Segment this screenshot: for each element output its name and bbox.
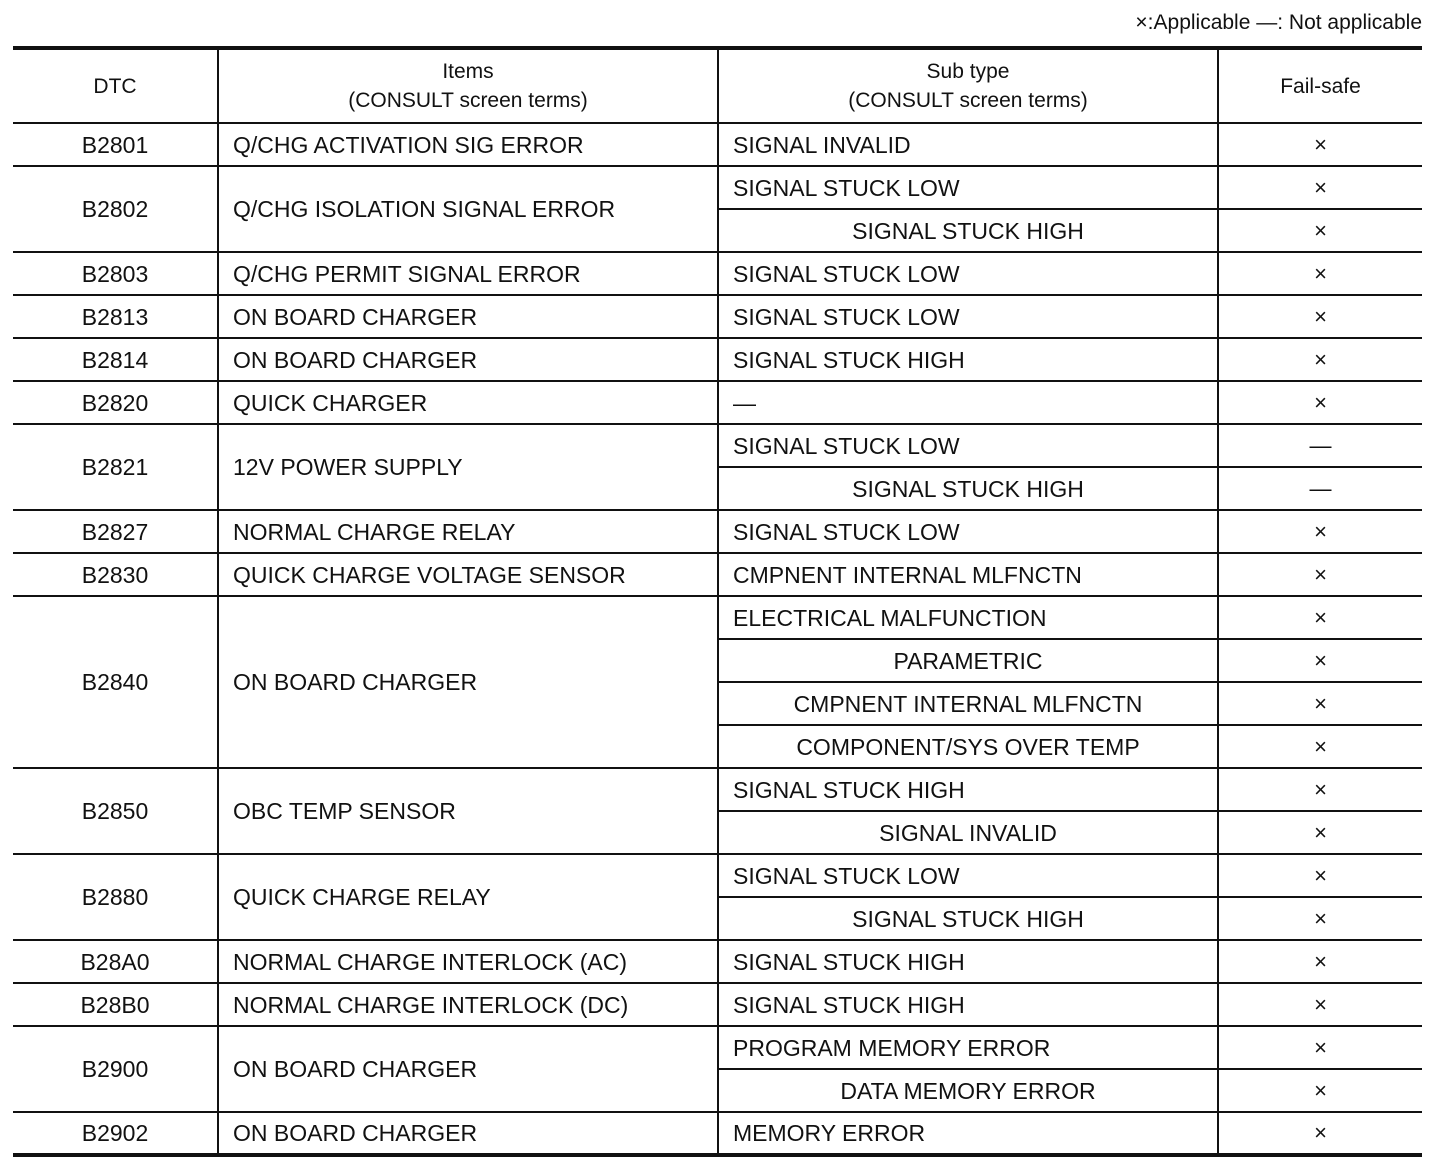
header-row: [13, 48, 1422, 123]
dtc-code-cell: B2900: [13, 1026, 218, 1112]
item-cell: QUICK CHARGE RELAY: [218, 854, 718, 940]
table-row: [13, 983, 1422, 1026]
sub-type-cell: SIGNAL STUCK HIGH: [718, 467, 1218, 510]
sub-type-cell: SIGNAL STUCK HIGH: [718, 940, 1218, 983]
dtc-code-cell: B2820: [13, 381, 218, 424]
table-row: [13, 1112, 1422, 1155]
table-row: [13, 854, 1422, 897]
fail-safe-cell: ×: [1218, 639, 1422, 682]
dtc-code-cell: B28B0: [13, 983, 218, 1026]
header-items-title: Items: [442, 60, 494, 83]
fail-safe-cell: —: [1218, 467, 1422, 510]
dtc-code-cell: B2814: [13, 338, 218, 381]
table-row: [13, 338, 1422, 381]
item-cell: ON BOARD CHARGER: [218, 1026, 718, 1112]
item-cell: Q/CHG ACTIVATION SIG ERROR: [218, 123, 718, 166]
table-body: [13, 123, 1422, 1155]
table-row: [13, 510, 1422, 553]
fail-safe-cell: ×: [1218, 381, 1422, 424]
fail-safe-cell: ×: [1218, 1069, 1422, 1112]
item-cell: NORMAL CHARGE INTERLOCK (DC): [218, 983, 718, 1026]
table-header: [13, 48, 1422, 123]
header-dtc: DTC: [13, 48, 218, 123]
dtc-code-cell: B2840: [13, 596, 218, 768]
fail-safe-cell: ×: [1218, 166, 1422, 209]
item-cell: 12V POWER SUPPLY: [218, 424, 718, 510]
header-items: [218, 48, 718, 123]
header-sub-type-title: Sub type: [926, 60, 1010, 83]
sub-type-cell: SIGNAL INVALID: [718, 811, 1218, 854]
sub-type-cell: SIGNAL STUCK HIGH: [718, 768, 1218, 811]
table-row: [13, 295, 1422, 338]
sub-type-cell: SIGNAL STUCK LOW: [718, 424, 1218, 467]
dtc-code-cell: B2827: [13, 510, 218, 553]
dtc-code-cell: B2813: [13, 295, 218, 338]
sub-type-cell: MEMORY ERROR: [718, 1112, 1218, 1155]
fail-safe-cell: ×: [1218, 1026, 1422, 1069]
sub-type-cell: SIGNAL STUCK LOW: [718, 166, 1218, 209]
table-row: [13, 940, 1422, 983]
sub-type-cell: COMPONENT/SYS OVER TEMP: [718, 725, 1218, 768]
sub-type-cell: —: [718, 381, 1218, 424]
sub-type-cell: PARAMETRIC: [718, 639, 1218, 682]
item-cell: NORMAL CHARGE RELAY: [218, 510, 718, 553]
sub-type-cell: SIGNAL STUCK HIGH: [718, 338, 1218, 381]
sub-type-cell: SIGNAL STUCK HIGH: [718, 209, 1218, 252]
item-cell: QUICK CHARGE VOLTAGE SENSOR: [218, 553, 718, 596]
table-row: [13, 123, 1422, 166]
fail-safe-cell: ×: [1218, 854, 1422, 897]
table-row: [13, 166, 1422, 209]
dtc-code-cell: B2821: [13, 424, 218, 510]
fail-safe-cell: ×: [1218, 596, 1422, 639]
applicability-legend: ×:Applicable —: Not applicable: [1135, 11, 1422, 34]
fail-safe-cell: —: [1218, 424, 1422, 467]
sub-type-cell: SIGNAL STUCK LOW: [718, 252, 1218, 295]
sub-type-cell: SIGNAL STUCK HIGH: [718, 897, 1218, 940]
sub-type-cell: SIGNAL STUCK LOW: [718, 295, 1218, 338]
sub-type-cell: DATA MEMORY ERROR: [718, 1069, 1218, 1112]
fail-safe-cell: ×: [1218, 768, 1422, 811]
fail-safe-cell: ×: [1218, 940, 1422, 983]
header-sub-type-subtitle: (CONSULT screen terms): [848, 89, 1088, 112]
item-cell: OBC TEMP SENSOR: [218, 768, 718, 854]
fail-safe-cell: ×: [1218, 338, 1422, 381]
fail-safe-cell: ×: [1218, 209, 1422, 252]
fail-safe-cell: ×: [1218, 725, 1422, 768]
item-cell: ON BOARD CHARGER: [218, 596, 718, 768]
table-row: [13, 424, 1422, 467]
dtc-code-cell: B2803: [13, 252, 218, 295]
dtc-code-cell: B28A0: [13, 940, 218, 983]
sub-type-cell: SIGNAL STUCK LOW: [718, 510, 1218, 553]
fail-safe-cell: ×: [1218, 553, 1422, 596]
fail-safe-cell: ×: [1218, 983, 1422, 1026]
table-row: [13, 596, 1422, 639]
fail-safe-cell: ×: [1218, 252, 1422, 295]
sub-type-cell: SIGNAL STUCK LOW: [718, 854, 1218, 897]
sub-type-cell: CMPNENT INTERNAL MLFNCTN: [718, 682, 1218, 725]
fail-safe-cell: ×: [1218, 510, 1422, 553]
fail-safe-cell: ×: [1218, 682, 1422, 725]
dtc-code-cell: B2850: [13, 768, 218, 854]
item-cell: ON BOARD CHARGER: [218, 338, 718, 381]
item-cell: ON BOARD CHARGER: [218, 295, 718, 338]
sub-type-cell: ELECTRICAL MALFUNCTION: [718, 596, 1218, 639]
fail-safe-cell: ×: [1218, 811, 1422, 854]
sub-type-cell: CMPNENT INTERNAL MLFNCTN: [718, 553, 1218, 596]
dtc-code-cell: B2830: [13, 553, 218, 596]
item-cell: NORMAL CHARGE INTERLOCK (AC): [218, 940, 718, 983]
item-cell: Q/CHG PERMIT SIGNAL ERROR: [218, 252, 718, 295]
table-row: [13, 381, 1422, 424]
table-row: [13, 553, 1422, 596]
table-row: [13, 252, 1422, 295]
item-cell: Q/CHG ISOLATION SIGNAL ERROR: [218, 166, 718, 252]
fail-safe-cell: ×: [1218, 1112, 1422, 1155]
dtc-code-cell: B2902: [13, 1112, 218, 1155]
header-fail-safe: Fail-safe: [1218, 48, 1422, 123]
fail-safe-cell: ×: [1218, 295, 1422, 338]
dtc-code-cell: B2801: [13, 123, 218, 166]
item-cell: QUICK CHARGER: [218, 381, 718, 424]
table-row: [13, 1026, 1422, 1069]
sub-type-cell: PROGRAM MEMORY ERROR: [718, 1026, 1218, 1069]
fail-safe-cell: ×: [1218, 897, 1422, 940]
fail-safe-cell: ×: [1218, 123, 1422, 166]
dtc-code-cell: B2802: [13, 166, 218, 252]
sub-type-cell: SIGNAL INVALID: [718, 123, 1218, 166]
header-items-subtitle: (CONSULT screen terms): [348, 89, 588, 112]
header-sub-type: [718, 48, 1218, 123]
dtc-table: [13, 46, 1422, 1157]
item-cell: ON BOARD CHARGER: [218, 1112, 718, 1155]
dtc-code-cell: B2880: [13, 854, 218, 940]
sub-type-cell: SIGNAL STUCK HIGH: [718, 983, 1218, 1026]
table-row: [13, 768, 1422, 811]
